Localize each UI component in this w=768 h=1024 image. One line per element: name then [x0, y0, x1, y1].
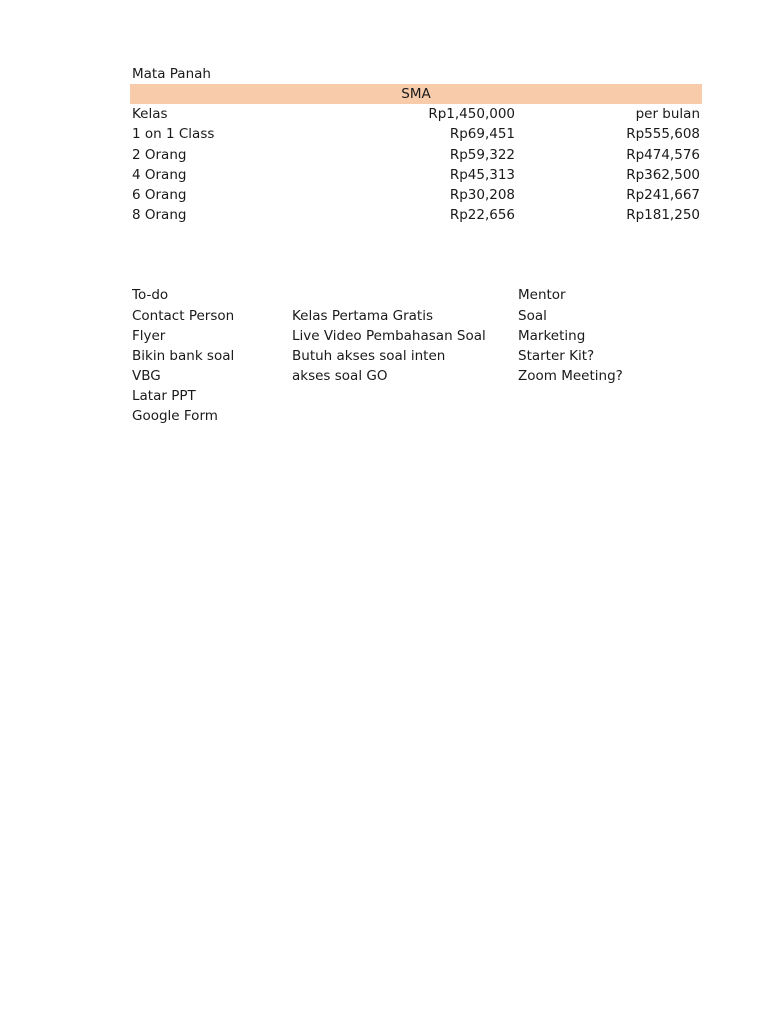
feature-item: akses soal GO: [292, 368, 388, 385]
feature-item: Butuh akses soal inten: [292, 347, 446, 364]
table-row: [130, 185, 702, 205]
feature-item: Live Video Pembahasan Soal: [292, 327, 486, 344]
class-size-label: 6 Orang: [132, 186, 187, 203]
price-header-row: [130, 104, 702, 124]
period-label: per bulan: [635, 106, 700, 123]
mentor-header: Mentor: [518, 287, 566, 304]
per-session-price: Rp59,322: [449, 146, 515, 163]
per-month-price: Rp181,250: [626, 207, 700, 224]
table-row: [130, 205, 702, 225]
todo-item: Flyer: [132, 327, 166, 344]
table-row: [130, 145, 702, 165]
class-size-label: 2 Orang: [132, 146, 187, 163]
mentor-item: Zoom Meeting?: [518, 368, 623, 385]
mentor-item: Marketing: [518, 327, 586, 344]
per-month-price: Rp555,608: [626, 126, 700, 143]
todo-item: Bikin bank soal: [132, 347, 235, 364]
list-item: [130, 306, 702, 326]
base-price: Rp1,450,000: [428, 106, 515, 123]
todo-item: Latar PPT: [132, 388, 196, 405]
list-item: [130, 326, 702, 346]
mentor-item: Soal: [518, 307, 547, 324]
feature-item: Kelas Pertama Gratis: [292, 307, 433, 324]
per-month-price: Rp474,576: [626, 146, 700, 163]
class-size-label: 4 Orang: [132, 166, 187, 183]
list-item: [130, 366, 702, 386]
per-session-price: Rp22,656: [449, 207, 515, 224]
table-row: [130, 124, 702, 144]
per-month-price: Rp241,667: [626, 186, 700, 203]
table-row: [130, 165, 702, 185]
spreadsheet-page: [130, 64, 702, 427]
todo-item: Google Form: [132, 408, 218, 425]
todo-header: To-do: [132, 287, 169, 304]
sma-label: SMA: [401, 86, 431, 103]
per-session-price: Rp45,313: [449, 166, 515, 183]
class-size-label: 8 Orang: [132, 207, 187, 224]
todo-item: Contact Person: [132, 307, 235, 324]
per-session-price: Rp30,208: [449, 186, 515, 203]
list-item: [130, 386, 702, 406]
sma-header-band: [130, 84, 702, 104]
todo-item: VBG: [132, 368, 161, 385]
list-item: [130, 406, 702, 426]
title-row: [130, 64, 702, 84]
todo-header-row: [130, 285, 702, 305]
class-size-label: 1 on 1 Class: [132, 126, 215, 143]
kelas-label: Kelas: [132, 106, 168, 123]
mentor-item: Starter Kit?: [518, 347, 595, 364]
list-item: [130, 346, 702, 366]
spacer: [130, 225, 702, 285]
per-month-price: Rp362,500: [626, 166, 700, 183]
sheet-title: Mata Panah: [132, 66, 211, 82]
per-session-price: Rp69,451: [449, 126, 515, 143]
